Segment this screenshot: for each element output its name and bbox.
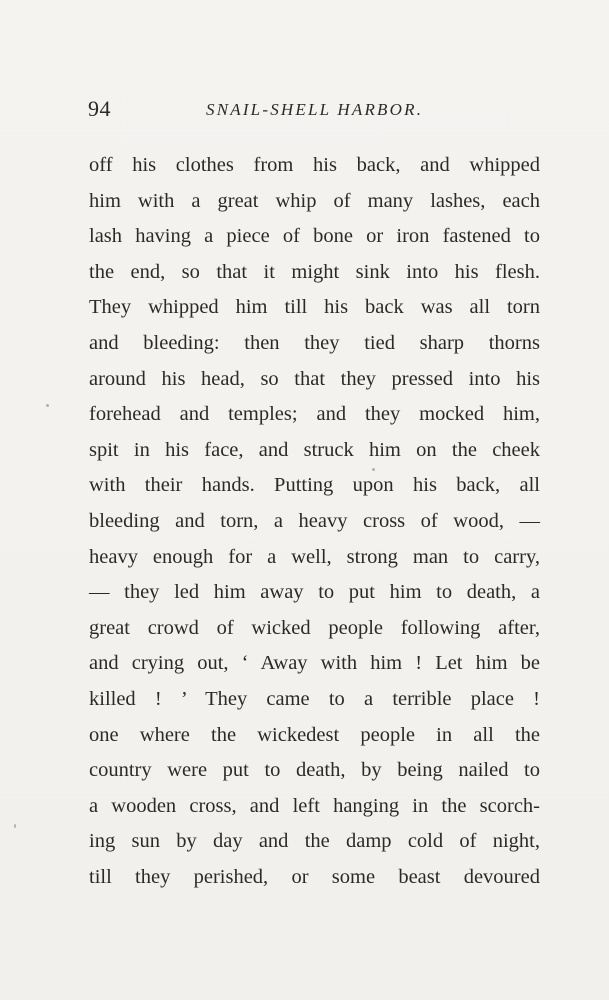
text-line: one where the wickedest people in all the: [89, 723, 540, 746]
text-line: great crowd of wicked people following after,: [89, 616, 540, 639]
body-text: [89, 148, 540, 895]
paper-speck: [372, 468, 375, 471]
paper-speck: [14, 824, 16, 828]
text-line: till they perished, or some beast devoured: [89, 865, 540, 888]
text-line: around his head, so that they pressed into his: [89, 367, 540, 390]
text-line: and bleeding: then they tied sharp thorns: [89, 331, 540, 354]
page-number: 94: [88, 96, 111, 121]
text-line: a wooden cross, and left hanging in the scorch-: [89, 794, 540, 817]
text-line: spit in his face, and struck him on the cheek: [89, 438, 540, 461]
paper-speck: [46, 404, 49, 407]
text-line: with their hands. Putting upon his back, all: [89, 474, 540, 497]
text-line: bleeding and torn, a heavy cross of wood, —: [89, 509, 540, 532]
text-line: lash having a piece of bone or iron fastened to: [89, 225, 540, 248]
text-line: heavy enough for a well, strong man to carry,: [89, 545, 540, 568]
page-header: [88, 96, 540, 126]
text-line: and crying out, ‘ Away with him ! Let him be: [89, 652, 540, 675]
text-line: forehead and temples; and they mocked him,: [89, 403, 540, 426]
text-line: country were put to death, by being nailed to: [89, 759, 540, 782]
text-line: him with a great whip of many lashes, each: [89, 189, 540, 212]
text-line: ing sun by day and the damp cold of night,: [89, 830, 540, 853]
text-line: — they led him away to put him to death, a: [89, 581, 540, 604]
text-line: off his clothes from his back, and whipped: [89, 154, 540, 176]
text-line: killed ! ’ They came to a terrible place !: [89, 687, 540, 710]
text-line: They whipped him till his back was all torn: [89, 296, 540, 319]
running-title: SNAIL-SHELL HARBOR.: [206, 100, 424, 119]
text-line: the end, so that it might sink into his flesh.: [89, 260, 540, 283]
